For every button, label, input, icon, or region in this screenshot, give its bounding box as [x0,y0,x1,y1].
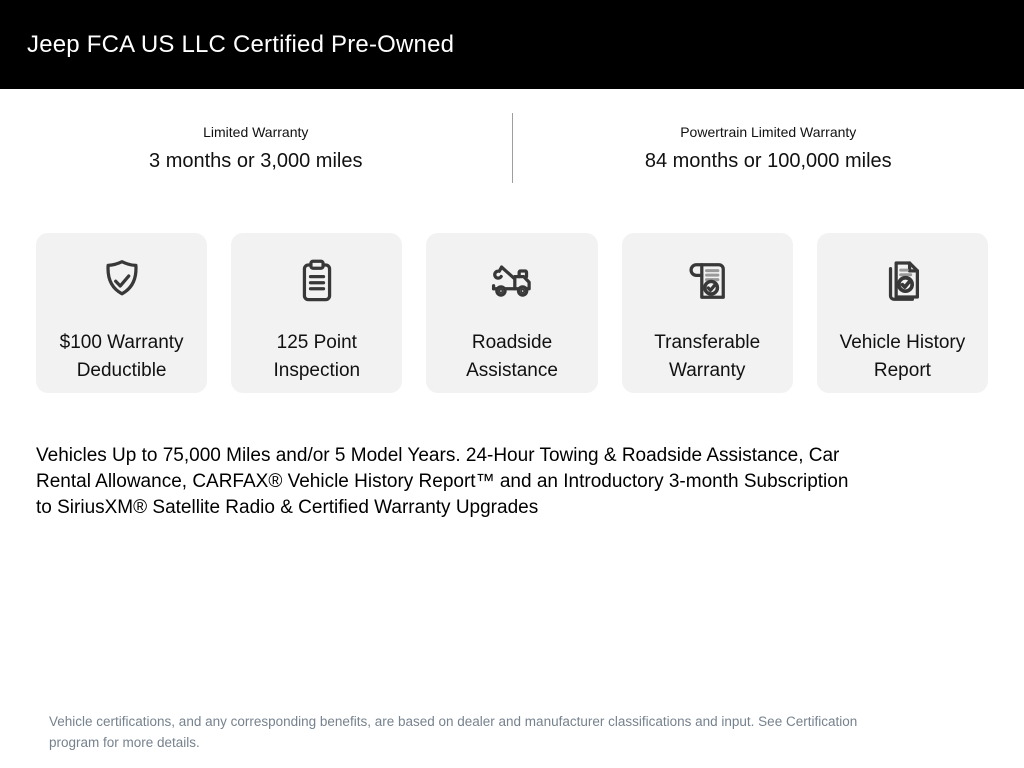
benefit-card-point-inspection [231,233,402,393]
description-line: Rental Allowance, CARFAX® Vehicle History Report™ and an Introductory 3-month Subscription [36,471,849,492]
powertrain-warranty-value: 84 months or 100,000 miles [644,149,892,172]
document-check-icon [876,255,928,307]
benefit-label: 125 Point Inspection [273,332,361,381]
benefit-card-transferable-warranty [622,233,793,393]
benefit-label: Roadside Assistance [466,332,558,381]
powertrain-warranty-label: Powertrain Limited Warranty [680,123,857,140]
limited-warranty-label: Limited Warranty [203,123,309,140]
page-title: Jeep FCA US LLC Certified Pre-Owned [27,30,455,58]
clipboard-icon [291,255,343,307]
benefit-label: Transferable Warranty [654,332,761,381]
certification-header [0,0,1024,89]
certification-disclaimer [49,711,984,753]
powertrain-warranty-column [513,112,1024,184]
disclaimer-line: Vehicle certifications, and any corresponding benefits, are based on dealer and manufacturer classifications and input. See Certification [49,714,858,729]
description-line: Vehicles Up to 75,000 Miles and/or 5 Model Years. 24-Hour Towing & Roadside Assistance, Car [36,445,840,466]
tow-truck-icon [486,255,538,307]
disclaimer-line: program for more details. [49,735,200,750]
warranty-summary [0,112,1024,184]
benefit-label: Vehicle History Report [839,332,966,381]
benefit-label: $100 Warranty Deductible [59,332,184,381]
limited-warranty-value: 3 months or 3,000 miles [149,149,363,172]
benefit-cards [36,233,988,393]
limited-warranty-column [0,112,512,184]
scroll-check-icon [681,255,733,307]
shield-check-icon [96,255,148,307]
description-line: to SiriusXM® Satellite Radio & Certified Warranty Upgrades [36,497,539,518]
benefit-card-roadside-assistance [426,233,597,393]
benefit-card-vehicle-history [817,233,988,393]
benefit-card-warranty-deductible [36,233,207,393]
program-description [36,443,988,521]
